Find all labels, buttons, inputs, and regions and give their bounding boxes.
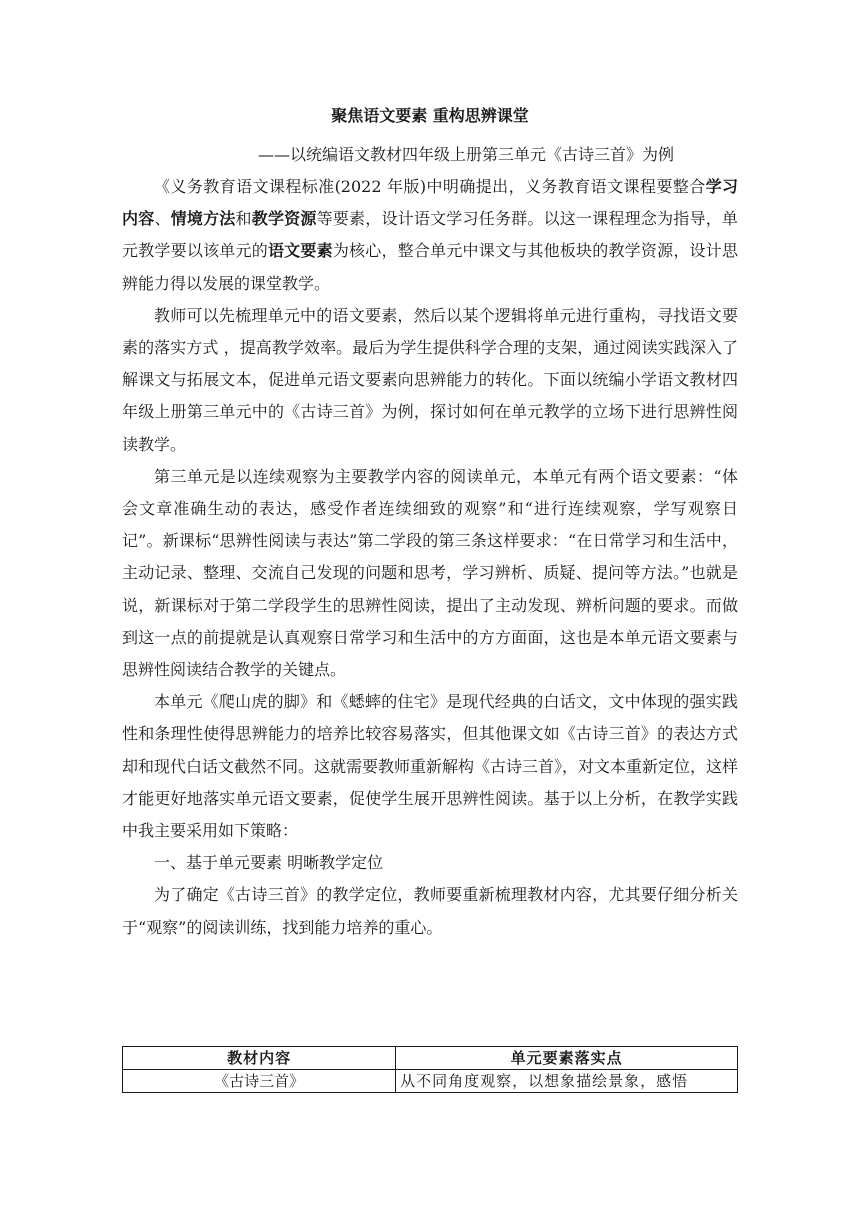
document-title: 聚焦语文要素 重构思辨课堂 — [331, 106, 529, 125]
paragraph-1 — [122, 171, 738, 300]
paragraph-3: 第三单元是以连续观察为主要教学内容的阅读单元，本单元有两个语文要素：“体会文章准确生动的表达，感受作者连续细致的观察”和“进行连续观察，学写观察日记”。新课标“思辨性阅读与表达”第二学段的第三条这样要求：“在日常学习和生活中，主动记录、整理、交流自己发现的问题和思考，学习辨析、质疑、提问等方法。”也就是说，新课标对于第二学段学生的思辨性阅读，提出了主动发现、辨析问题的要求。而做到这一点的前提就是认真观察日常学习和生活中的方方面面，这也是本单元语文要素与思辨性阅读结合教学的关键点。 — [122, 466, 738, 680]
bold-term-teaching-resources: 教学资源 — [251, 209, 317, 229]
table-header-unit-elements: 单元要素落实点 — [396, 1047, 738, 1070]
table-header-content: 教材内容 — [123, 1047, 396, 1070]
document-body — [122, 171, 738, 944]
paragraph-2: 教师可以先梳理单元中的语文要素，然后以某个逻辑将单元进行重构，寻找语文要素的落实方式 ，提高教学效率。最后为学生提供科学合理的支架，通过阅读实践深入了解课文与拓展文本，促进单元语文要素向思辨能力的转化。下面以统编小学语文教材四年级上册第三单元中的《古诗三首》为例，探讨如何在单元教学的立场下进行思辨性阅读教学。 — [122, 305, 738, 454]
content-table — [122, 1046, 738, 1093]
separator-1: 、 — [154, 209, 171, 229]
paragraph-5: 为了确定《古诗三首》的教学定位，教师要重新梳理教材内容，尤其要仔细分析关于“观察”的阅读训练，找到能力培养的重心。 — [122, 885, 738, 937]
paragraph-1-text-b: 等要素，设计语文学习任务群。以这一课程理念为指导，单元教学要以该单元的 — [122, 209, 738, 261]
bold-term-situation-method: 情境方法 — [170, 209, 236, 229]
bold-term-learning-content: 学习内容 — [122, 177, 738, 229]
table-row — [123, 1070, 738, 1093]
paragraph-1-text-c: 为核心，整合单元中课文与其他板块的教学资源，设计思辨能力得以发展的课堂教学。 — [122, 241, 738, 293]
table-cell-elements: 从不同角度观察，以想象描绘景象，感悟 — [396, 1070, 738, 1093]
bold-term-language-elements: 语文要素 — [267, 241, 333, 261]
section-heading-1: 一、基于单元要素 明晰教学定位 — [154, 853, 384, 873]
table-cell-content: 《古诗三首》 — [123, 1070, 396, 1093]
paragraph-1-text-a: 《义务教育语文课程标准(2022 年版)中明确提出，义务教育语文课程要整合 — [154, 177, 706, 196]
paragraph-4: 本单元《爬山虎的脚》和《蟋蟀的住宅》是现代经典的白话文，文中体现的强实践性和条理性使得思辨能力的培养比较容易落实，但其他课文如《古诗三首》的表达方式却和现代白话文截然不同。这就需要教师重新解构《古诗三首》，对文本重新定位，这样才能更好地落实单元语文要素，促使学生展开思辨性阅读。基于以上分析，在教学实践中我主要采用如下策略： — [122, 692, 739, 841]
separator-2: 和 — [235, 209, 252, 229]
document-subtitle: ——以统编语文教材四年级上册第三单元《古诗三首》为例 — [258, 145, 675, 164]
table-header-row — [123, 1047, 738, 1070]
